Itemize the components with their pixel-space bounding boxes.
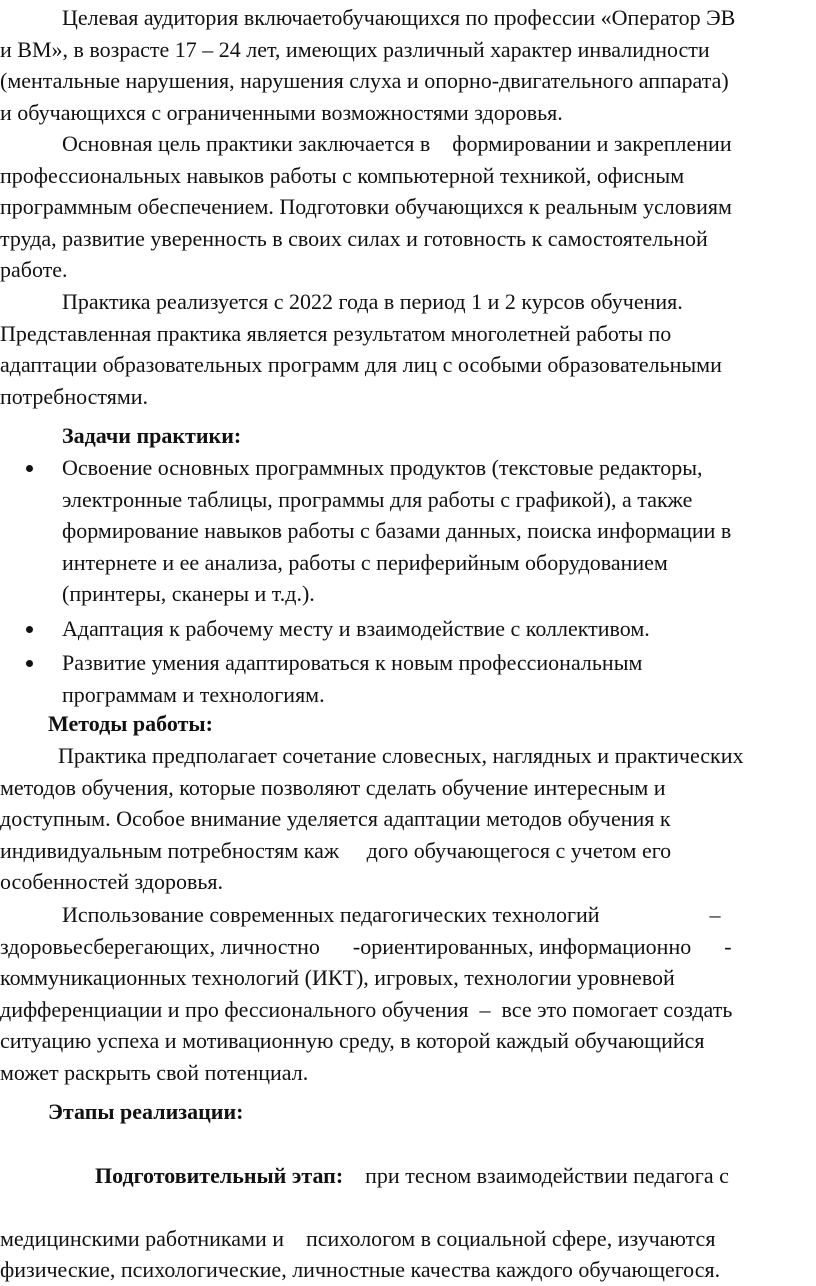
tasks-list [0,452,816,710]
text-line: может раскрыть свой потенциал. [0,1059,309,1085]
text-line: программам и технологиям. [62,681,325,707]
text-line: потребностями. [0,383,149,409]
bullet-icon [26,465,33,472]
text-line [0,1128,816,1223]
text-line: электронные таблицы, программы для работы с графикой), а также [62,486,693,512]
text-line: Представленная практика является результатом многолетней работы по [0,320,672,346]
text-line: доступным. Особое внимание уделяется адаптации методов обучения к [0,806,671,831]
text-line: интернете и ее анализа, работы с периферийным оборудованием [62,549,668,575]
text-line: индивидуальным потребностям каж дого обучающегося с учетом его [0,837,672,863]
text-line: Практика предполагает сочетание словесных, наглядных и практических [58,743,744,768]
preparatory-stage-paragraph [0,1128,816,1286]
text-line: (ментальные нарушения, нарушения слуха и опорно-двигательного аппарата) [0,68,729,93]
text-line: работе. [0,257,68,282]
methods-paragraph-1 [0,740,816,898]
text-line: Использование современных педагогических технологий – [62,902,721,927]
audience-paragraph [0,2,816,128]
preparatory-stage-label: Подготовительный этап: [95,1162,344,1188]
text-line: Адаптация к рабочему месту и взаимодействие с коллективом. [62,615,650,641]
list-item [0,613,816,645]
text-line: дифференциации и про фессионального обучения – все это помогает создать [0,996,733,1022]
text-line: Развитие умения адаптироваться к новым профессиональным [62,650,643,675]
list-item [0,452,816,610]
text-line: коммуникационных технологий (ИКТ), игровых, технологии уровневой [0,965,675,990]
text-line: труда, развитие уверенность в своих силах и готовность к самостоятельной [0,225,708,251]
text-line: здоровьесберегающих, личностно -ориентированных, информационно - [0,933,732,959]
text-line: ситуацию успеха и мотивационную среду, в которой каждый обучающийся [0,1028,705,1053]
text-line: и обучающихся с ограниченными возможностями здоровья. [0,99,563,125]
text-line: особенностей здоровья. [0,869,224,894]
text-line: адаптации образовательных программ для лиц с особыми образовательными [0,352,722,377]
list-item [0,647,816,710]
text-line: формирование навыков работы с базами данных, поиска информации в [62,518,732,543]
preparatory-stage-text: при тесном взаимодействии педагога с [343,1162,729,1188]
stages-heading: Этапы реализации: [48,1099,244,1124]
bullet-icon [26,626,33,633]
text-line: Освоение основных программных продуктов (текстовые редакторы, [62,455,703,480]
text-line: Практика реализуется с 2022 года в период 1 и 2 курсов обучения. [62,289,683,314]
text-line: программным обеспечением. Подготовки обучающихся к реальным условиям [0,194,732,219]
text-line: медицинскими работниками и психологом в социальной сфере, изучаются [0,1225,716,1251]
text-line: (принтеры, сканеры и т.д.). [62,581,315,606]
text-line: профессиональных навыков работы с компьютерной техникой, офисным [0,162,685,188]
methods-paragraph-2 [0,899,816,1088]
tasks-heading: Задачи практики: [62,423,242,448]
bullet-icon [26,660,33,667]
implementation-paragraph [0,286,816,412]
text-line: Основная цель практики заключается в формировании и закреплении [62,131,732,156]
goal-paragraph [0,128,816,286]
text-line: и ВМ», в возрасте 17 – 24 лет, имеющих различный характер инвалидности [0,36,710,62]
text-line: Целевая аудитория включаетобучающихся по профессии «Оператор ЭВ [62,5,736,30]
text-line: физические, психологические, личностные качества каждого обучающегося. [0,1257,721,1282]
text-line: методов обучения, которые позволяют сделать обучение интересным и [0,774,666,800]
methods-heading: Методы работы: [48,711,213,736]
